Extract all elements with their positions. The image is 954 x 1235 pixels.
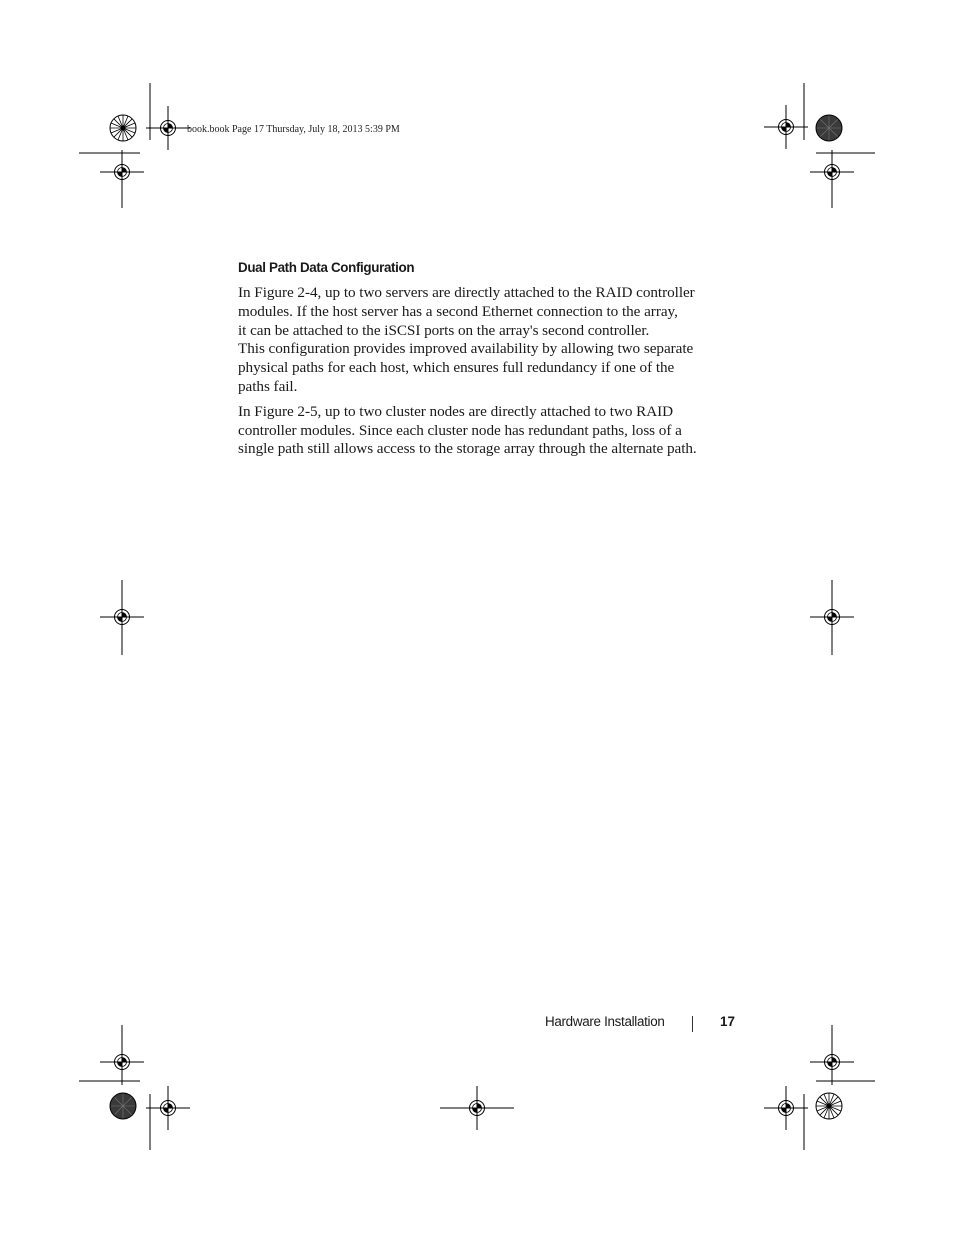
print-slug-line: book.book Page 17 Thursday, July 18, 2013 5:39 PM [187, 124, 400, 135]
footer-chapter-title: Hardware Installation [545, 1014, 665, 1029]
paragraph-figure-2-5 [238, 403, 738, 459]
text-line: modules. If the host server has a second Ethernet connection to the array, [238, 302, 678, 320]
text-line: In Figure 2-5, up to two cluster nodes are directly attached to two RAID [238, 402, 674, 420]
text-line: physical paths for each host, which ensures full redundancy if one of the [238, 359, 675, 377]
text-line: it can be attached to the iSCSI ports on the array's second controller. [238, 321, 650, 339]
text-line: This configuration provides improved availability by allowing two separate [238, 340, 694, 358]
page-number: 17 [720, 1014, 735, 1029]
page-body [238, 259, 738, 465]
footer-divider [692, 1016, 693, 1032]
text-line: paths fail. [238, 377, 298, 395]
text-line: single path still allows access to the storage array through the alternate path. [238, 440, 697, 458]
text-line: In Figure 2-4, up to two servers are directly attached to the RAID controller [238, 284, 695, 301]
text-line: controller modules. Since each cluster node has redundant paths, loss of a [238, 421, 682, 439]
section-heading: Dual Path Data Configuration [238, 260, 415, 275]
paragraph-figure-2-4 [238, 284, 738, 397]
